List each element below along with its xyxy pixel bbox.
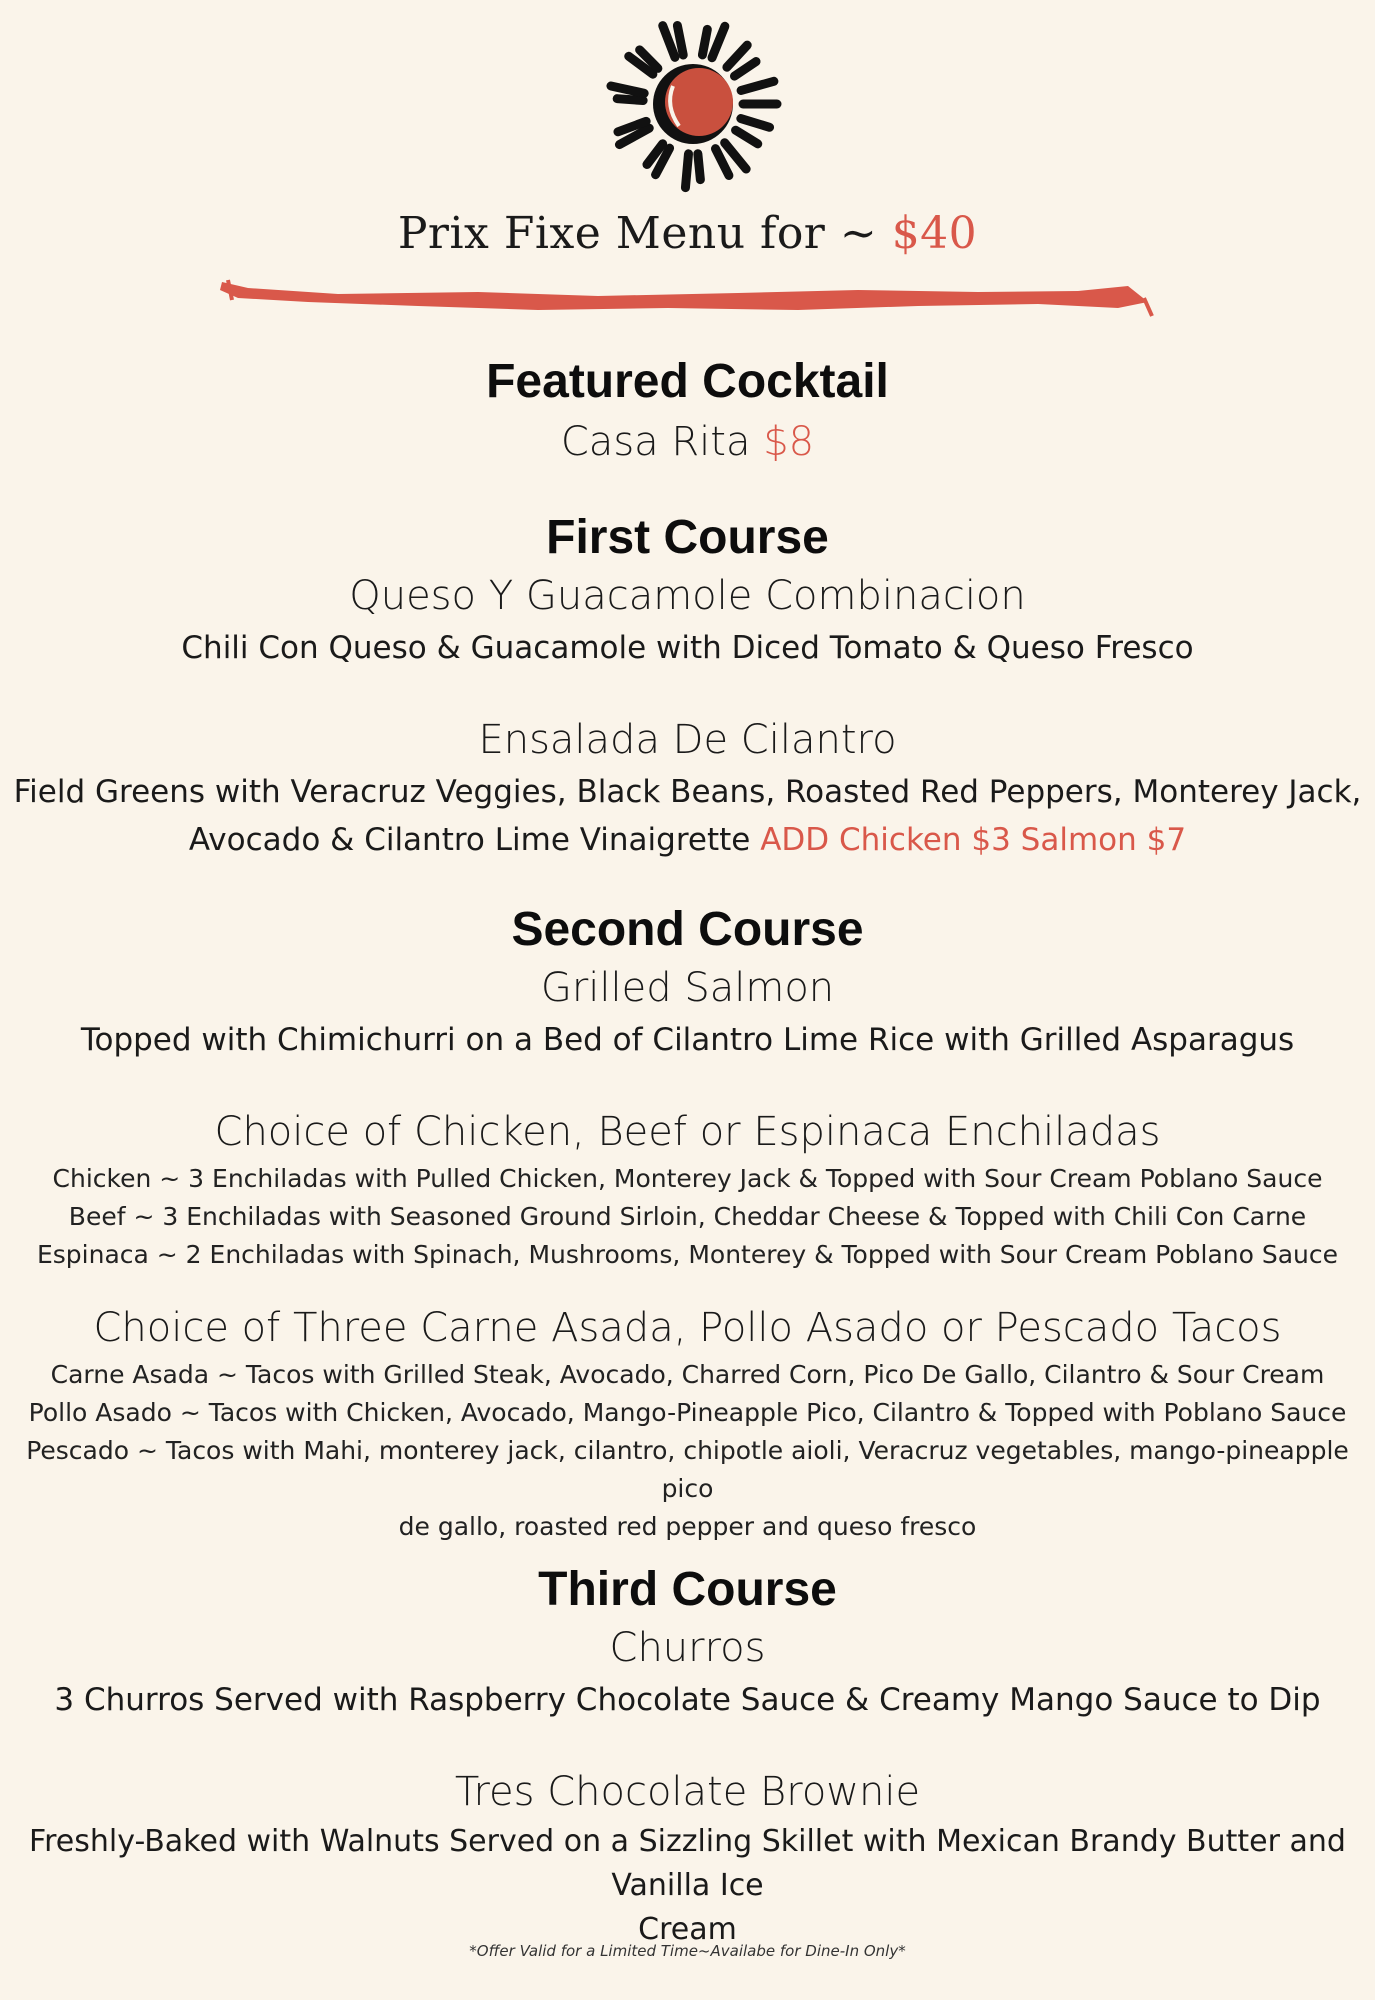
sun-ray bbox=[741, 119, 770, 128]
sun-ray bbox=[685, 154, 688, 188]
dish-description: Cream bbox=[638, 1912, 737, 1947]
sun-ray bbox=[677, 26, 683, 55]
second-course-heading: Second Course bbox=[511, 903, 864, 956]
sun-ray bbox=[734, 62, 756, 77]
dish-option: Carne Asada ~ Tacos with Grilled Steak, Avocado, Charred Corn, Pico De Gallo, Cilantro & Sour Cream bbox=[50, 1360, 1325, 1389]
third-course-heading: Third Course bbox=[538, 1563, 837, 1616]
dish-name: Choice of Chicken, Beef or Espinaca Enchiladas bbox=[214, 1109, 1161, 1155]
sun-ray bbox=[736, 130, 758, 144]
featured-heading: Featured Cocktail bbox=[486, 355, 889, 408]
third-course-section bbox=[0, 1560, 1375, 1952]
first-course-heading: First Course bbox=[546, 511, 829, 564]
dish-description: Topped with Chimichurri on a Bed of Cilantro Lime Rice with Grilled Asparagus bbox=[80, 1022, 1295, 1058]
sun-ray bbox=[663, 26, 675, 58]
dish-option: Chicken ~ 3 Enchiladas with Pulled Chicken, Monterey Jack & Topped with Sour Cream Poblano Sauce bbox=[52, 1164, 1323, 1193]
first-course-section bbox=[0, 508, 1375, 864]
dish-addon: ADD Chicken $3 Salmon $7 bbox=[760, 822, 1187, 858]
featured-item-name: Casa Rita bbox=[560, 419, 751, 465]
sun-ray bbox=[715, 149, 728, 176]
menu-title bbox=[0, 208, 1375, 259]
dish-name: Queso Y Guacamole Combinacion bbox=[349, 573, 1026, 619]
dish-description-text: Avocado & Cilantro Lime Vinaigrette bbox=[188, 822, 751, 858]
dish-option: de gallo, roasted red pepper and queso fresco bbox=[398, 1512, 977, 1541]
sun-ray bbox=[611, 86, 644, 93]
dish-option: Beef ~ 3 Enchiladas with Seasoned Ground Sirloin, Cheddar Cheese & Topped with Chili Con Carne bbox=[68, 1202, 1307, 1231]
sun-ray bbox=[617, 99, 643, 101]
dish-description: Chili Con Queso & Guacamole with Diced Tomato & Queso Fresco bbox=[181, 630, 1194, 666]
featured-section bbox=[0, 352, 1375, 470]
menu-price: $40 bbox=[891, 208, 978, 259]
sun-ray bbox=[727, 45, 747, 67]
sun-icon bbox=[603, 14, 783, 194]
sun-ray bbox=[712, 26, 725, 57]
dish-option: Pescado ~ Tacos with Mahi, monterey jack, cilantro, chipotle aioli, Veracruz vegetables, mango-pineapple pico bbox=[26, 1436, 1349, 1503]
dish-name: Grilled Salmon bbox=[540, 965, 835, 1011]
dish-name: Ensalada De Cilantro bbox=[478, 717, 897, 763]
sun-ray bbox=[698, 154, 701, 180]
dish-description: Field Greens with Veracruz Veggies, Black Beans, Roasted Red Peppers, Monterey Jack, bbox=[13, 774, 1362, 810]
dish-option: Pollo Asado ~ Tacos with Chicken, Avocado, Mango-Pineapple Pico, Cilantro & Topped with Poblano Sauce bbox=[28, 1398, 1347, 1427]
dish-description bbox=[0, 816, 1375, 864]
dish-name: Choice of Three Carne Asada, Pollo Asado or Pescado Tacos bbox=[93, 1305, 1282, 1351]
dish-name: Tres Chocolate Brownie bbox=[454, 1769, 921, 1815]
featured-item-price: $8 bbox=[763, 419, 815, 465]
second-course-section bbox=[0, 900, 1375, 1546]
title-prefix: Prix Fixe Menu for ~ bbox=[397, 208, 892, 259]
dish-description: 3 Churros Served with Raspberry Chocolate Sauce & Creamy Mango Sauce to Dip bbox=[54, 1682, 1321, 1718]
dish-description: Freshly-Baked with Walnuts Served on a Sizzling Skillet with Mexican Brandy Butter and Vanilla Ice bbox=[29, 1824, 1346, 1903]
featured-item bbox=[0, 414, 1375, 470]
dish-name: Churros bbox=[609, 1625, 766, 1671]
sun-ray bbox=[741, 81, 774, 90]
offer-note: *Offer Valid for a Limited Time~Availabe for Dine-In Only* bbox=[469, 1942, 906, 1960]
sun-ray bbox=[702, 29, 707, 55]
brush-divider bbox=[218, 272, 1158, 328]
dish-option: Espinaca ~ 2 Enchiladas with Spinach, Mushrooms, Monterey & Topped with Sour Cream Poblano Sauce bbox=[36, 1240, 1339, 1269]
